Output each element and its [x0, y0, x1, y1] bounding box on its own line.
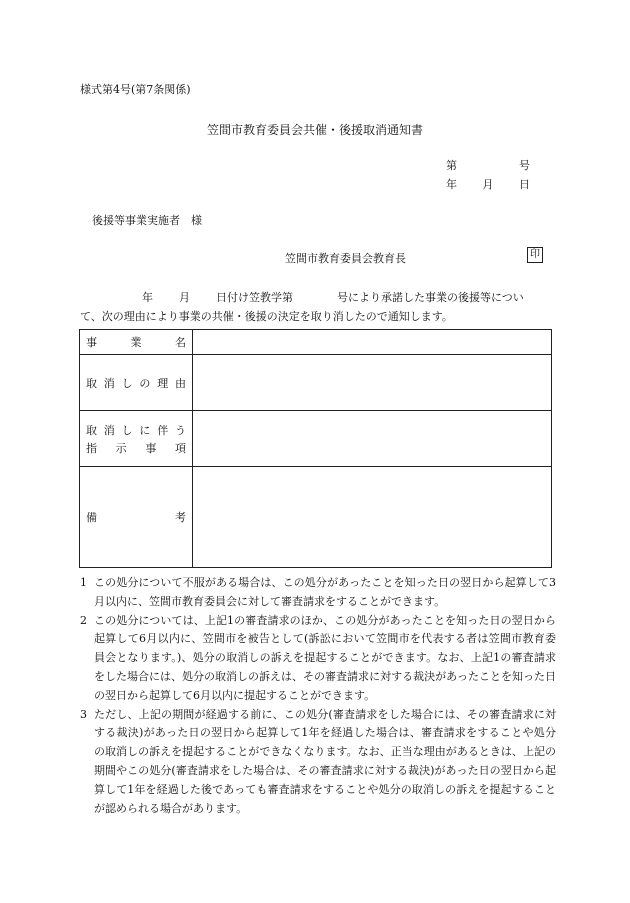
info-table: [79, 329, 552, 568]
document-date-line: [446, 176, 530, 192]
document-number-line: [446, 157, 530, 173]
number-suffix: 号: [519, 159, 530, 172]
intro-line2: て、次の理由により事業の共催・後援の決定を取り消したので通知します。: [80, 310, 453, 323]
table-row: [80, 411, 552, 467]
seal-stamp: 印: [527, 247, 543, 263]
date-day: 日: [519, 178, 530, 191]
intro-day-ref: 日付け笠教学第: [216, 291, 293, 304]
table-row: [80, 467, 552, 568]
value-remarks: [193, 467, 552, 568]
intro-month: 月: [179, 291, 190, 304]
value-instructions: [193, 411, 552, 467]
value-cancel-reason: [193, 355, 552, 411]
intro-paragraph: [80, 288, 552, 326]
label-cancel-reason: 取 消 し の 理 由: [86, 376, 186, 390]
label-instructions-a: 取 消 し に 伴 う: [86, 423, 186, 437]
intro-year: 年: [142, 291, 153, 304]
label-event-name: 事 業 名: [86, 336, 186, 349]
document-title: 笠間市教育委員会共催・後援取消通知書: [206, 123, 423, 137]
note-number: 2: [80, 613, 87, 627]
note-number: 1: [80, 576, 87, 589]
value-event-name: [193, 330, 552, 355]
note-text: ただし、上記の期間が経過する前に、この処分(審査請求をした場合には、その審査請求に対する裁決)があった日の翌日から起算して1年を経過した場合は、審査請求をすることや処分の取消しの訴えを提起することができなくなります。なお、正当な理由があるときは、上記の期間やこの処分(審査請求をした場合は、その審査請求に対する裁決)があった日の翌日から起算して1年を経過した後であっても審査請求をすることや処分の取消しの訴えを提起することが認められる場合があります。: [94, 707, 556, 815]
table-row: [80, 355, 552, 411]
table-row: [80, 330, 552, 355]
label-remarks: 備 考: [86, 511, 186, 524]
label-instructions-b: 指 示 事 項: [86, 441, 186, 455]
issuer: 笠間市教育委員会教育長: [285, 252, 406, 265]
intro-rest: 号により承諾した事業の後援等につい: [337, 291, 524, 304]
date-month: 月: [482, 178, 494, 191]
note-item: [80, 706, 556, 819]
form-number: 様式第4号(第7条関係): [80, 83, 191, 96]
notes: [80, 574, 556, 818]
note-text: この処分については、上記1の審査請求のほか、この処分があったことを知った日の翌日から起算して6月以内に、笠間市を被告として(訴訟において笠間市を代表する者は笠間市教育委員会となります。)、処分の取消しの訴えを提起することができます。なお、上記1の審査請求をした場合には、処分の取消しの訴えは、その審査請求に対する裁決があったことを知った日の翌日から起算して6月以内に提起することができます。: [94, 613, 556, 702]
note-text: この処分について不服がある場合は、この処分があったことを知った日の翌日から起算して3月以内に、笠間市教育委員会に対して審査請求をすることができます。: [94, 576, 556, 608]
note-item: [80, 574, 556, 612]
recipient: 後援等事業実施者 様: [92, 214, 202, 227]
number-prefix: 第: [446, 159, 457, 172]
note-item: [80, 612, 556, 706]
note-number: 3: [80, 707, 87, 721]
date-year: 年: [446, 178, 457, 191]
